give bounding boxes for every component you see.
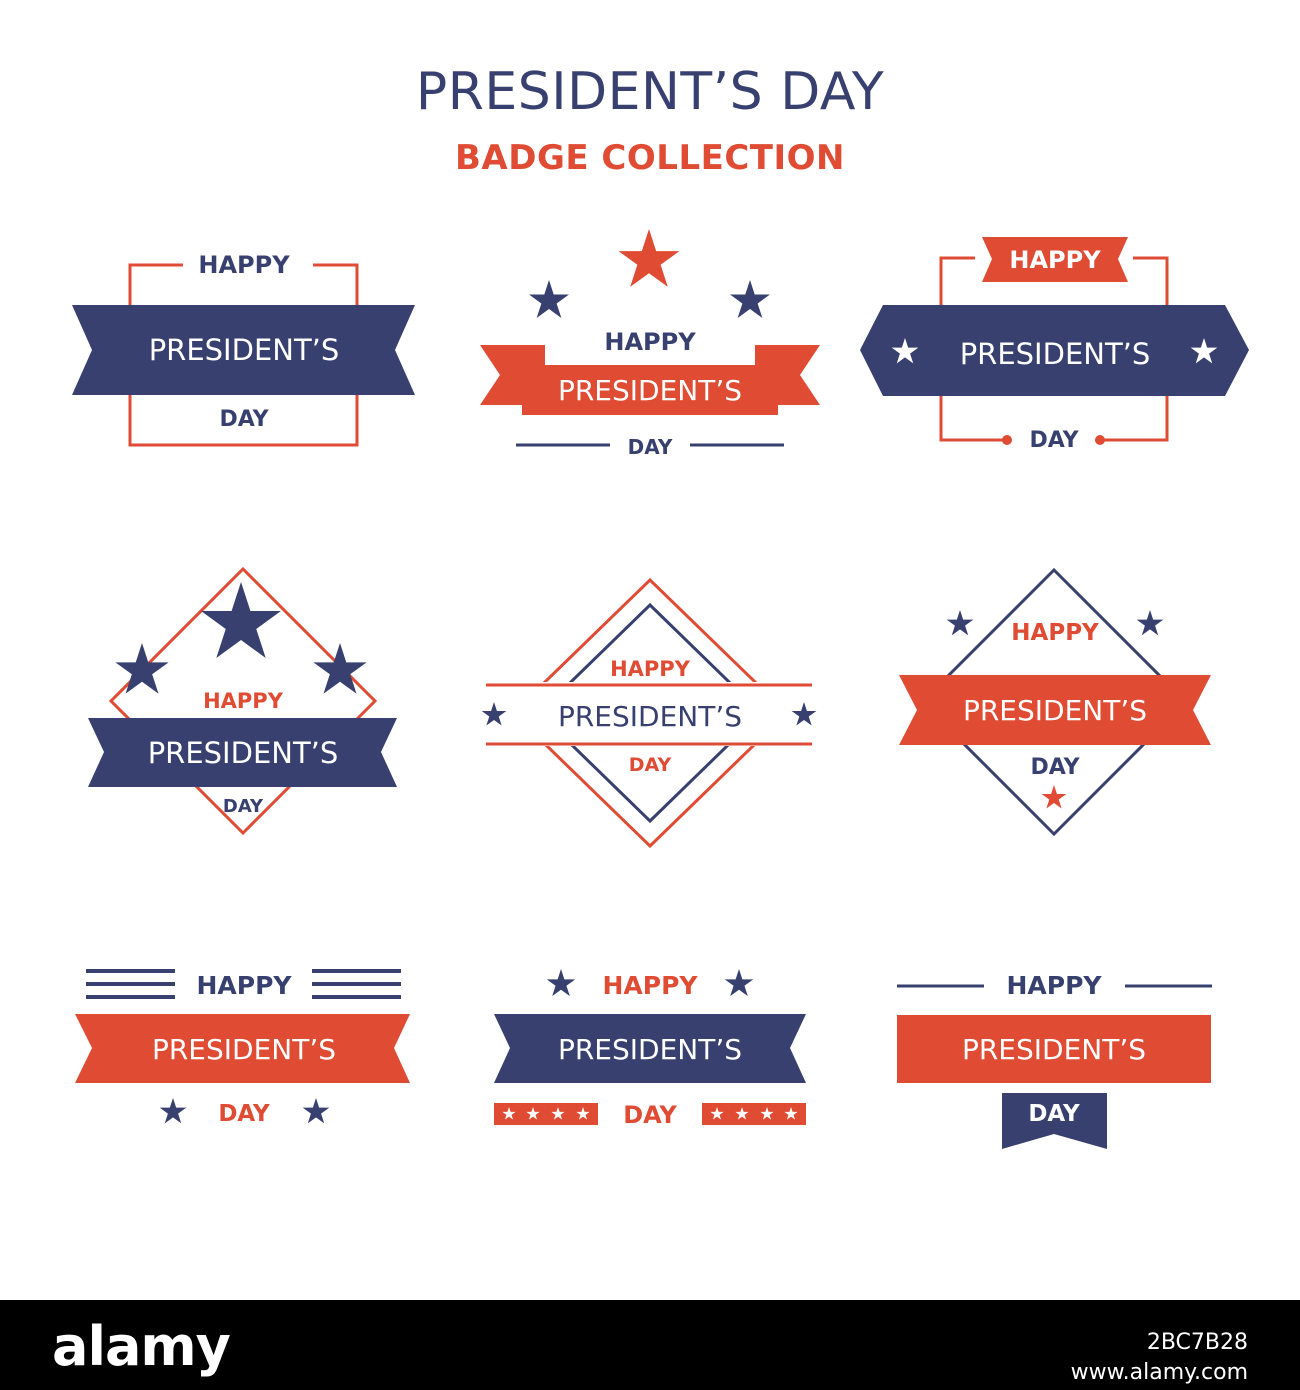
- badge-9-main: PRESIDENT’S: [961, 1033, 1147, 1066]
- badge-6-star-icon: [947, 610, 974, 635]
- badge-6-star-icon: [1042, 785, 1067, 809]
- alamy-logo: alamy: [52, 1315, 230, 1378]
- badge-8-star-icon: [725, 969, 754, 996]
- badge-4: [88, 569, 397, 833]
- badge-1-main: PRESIDENT’S: [148, 333, 340, 367]
- badge-4-main: PRESIDENT’S: [147, 736, 339, 770]
- badge-6-main: PRESIDENT’S: [962, 694, 1148, 727]
- badge-7: [75, 971, 410, 1127]
- badge-8: [494, 969, 806, 1129]
- badge-2-main: PRESIDENT’S: [557, 374, 743, 407]
- badge-9-day: DAY: [1028, 1101, 1080, 1127]
- badge-5-day: DAY: [628, 754, 672, 776]
- badge-5-main: PRESIDENT’S: [557, 700, 743, 733]
- badge-4-day: DAY: [222, 796, 264, 817]
- badge-2-day: DAY: [627, 435, 673, 459]
- badge-1-happy: HAPPY: [198, 251, 290, 279]
- footer-image-info: [1071, 1328, 1248, 1388]
- badge-5: [482, 580, 817, 846]
- badge-3: [860, 237, 1249, 453]
- image-id: 2BC7B28: [1146, 1330, 1248, 1355]
- badge-5-happy: HAPPY: [610, 657, 690, 681]
- badge-2: [480, 229, 820, 459]
- badge-7-star-icon: [303, 1098, 330, 1123]
- badge-1: [72, 251, 415, 445]
- site-url: www.alamy.com: [1070, 1360, 1248, 1385]
- page-subtitle: BADGE COLLECTION: [455, 138, 845, 178]
- badge-2-big-star-icon: [619, 229, 680, 287]
- badge-8-main: PRESIDENT’S: [557, 1033, 743, 1066]
- badge-2-happy: HAPPY: [604, 328, 696, 356]
- badge-8-happy: HAPPY: [602, 971, 698, 1000]
- badge-4-happy: HAPPY: [203, 689, 283, 713]
- badge-2-star-icon: [730, 280, 770, 318]
- badge-3-happy: HAPPY: [1009, 246, 1101, 274]
- page-title: PRESIDENT’S DAY: [415, 62, 885, 122]
- badge-9: [897, 971, 1212, 1149]
- badge-7-happy: HAPPY: [196, 971, 292, 1000]
- badge-6-day: DAY: [1030, 755, 1080, 780]
- badge-6-star-icon: [1137, 610, 1164, 635]
- badge-6-happy: HAPPY: [1011, 620, 1099, 646]
- badge-6: [899, 570, 1211, 834]
- badge-3-main: PRESIDENT’S: [959, 337, 1151, 371]
- badge-2-star-icon: [529, 280, 569, 318]
- badge-8-star-icon: [547, 969, 576, 996]
- badge-9-happy: HAPPY: [1006, 971, 1102, 1000]
- badge-7-main: PRESIDENT’S: [151, 1033, 337, 1066]
- badge-1-day: DAY: [219, 407, 269, 432]
- badge-7-day: DAY: [218, 1101, 270, 1127]
- badge-8-day: DAY: [623, 1101, 677, 1129]
- badge-3-day: DAY: [1029, 428, 1079, 453]
- badge-7-star-icon: [160, 1098, 187, 1123]
